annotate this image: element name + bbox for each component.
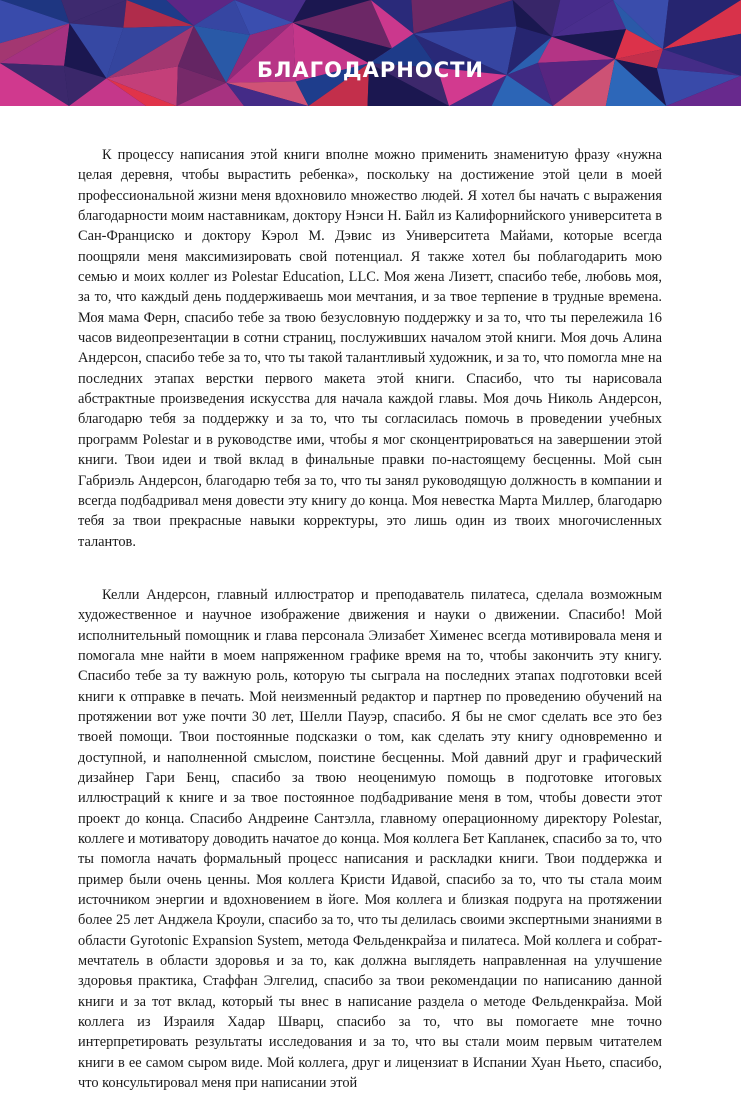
header-banner [0, 0, 741, 106]
paragraph: К процессу написания этой книги вполне можно применить знаменитую фразу «нужна целая деревня, чтобы вырастить ребенка», поскольку на достижение этой цели в моей профессиональной жизни меня вдохновило множество людей. Я хотел бы начать с выражения благодарности моим наставникам, доктору Нэнси Н. Байл из Калифорнийского университета в Сан-Франциско и доктору Кэрол М. Дэвис из Университета Майами, которые всегда поощряли меня максимизировать свой потенциал. Я также хотел бы поблагодарить мою семью и моих коллег из Polestar Education, LLC. Моя жена Лизетт, спасибо тебе, любовь моя, за то, что каждый день поддерживаешь мои мечтания, и за твое терпение в трудные времена. Моя мама Ферн, спасибо тебе за твою безусловную поддержку и за то, что ты перележила 16 часов видеопрезентации в сотни страниц, послуживших началом этой книги. Моя дочь Алина Андерсон, спасибо тебе за то, что ты такой талантливый художник, и за то, что помогла мне на последних этапах верстки первого макета этой книги. Спасибо, что ты нарисовала абстрактные произведения искусства для начала каждой главы. Моя дочь Николь Андерсон, благодарю тебя за поддержку и за то, что ты согласилась помочь в проведении учебных программ Polestar и в руководстве ими, чтобы я мог сконцентрироваться на завершении этой книги. Твои идеи и твой вклад в финальные правки по-настоящему бесценны. Мой сын Габриэль Андерсон, благодарю тебя за то, что ты занял руководящую должность в компании и всегда подбадривал меня довести эту книгу до конца. Моя невестка Марта Миллер, благодарю тебя за твои прекрасные навыки корректуры, это лишь один из твоих многочисленных талантов. [78, 147, 662, 550]
chapter-title: БЛАГОДАРНОСТИ [256, 58, 485, 82]
abstract-polygon-art [0, 0, 741, 106]
page-body [78, 145, 662, 1093]
paragraph: Келли Андерсон, главный иллюстратор и преподаватель пилатеса, сделала возможным художественное и научное изображение движения и науки о движении. Спасибо! Мой исполнительный помощник и глава персонала Элизабет Хименес всегда мотивировала меня и помогала мне найти в моем напряженном графике время на то, чтобы закончить эту книгу. Спасибо тебе за ту важную роль, которую ты сыграла на последних этапах подготовки всей книги к отправке в печать. Мой неизменный редактор и партнер по проведению обучений на протяжении вот уже почти 30 лет, Шелли Пауэр, спасибо. Я бы не смог сделать все это без твоей помощи. Твои постоянные подсказки о том, как сделать эту книгу одновременно и доступной, и наполненной смыслом, поистине бесценны. Мой давний друг и графический дизайнер Гари Бенц, спасибо за твою неоценимую помощь в подготовке итоговых иллюстраций к книге и за твое постоянное подбадривание меня в том, чтобы довести этот проект до конца. Спасибо Андреине Сантэлла, главному операционному директору Polestar, коллеге и мотиватору доводить начатое до конца. Моя коллега Бет Капланек, спасибо за то, что ты помогла начать формальный процесс написания и раскладки книги. Твои поддержка и пример были очень ценны. Моя коллега Кристи Идавой, спасибо за то, что ты стала моим источником энергии и вдохновением в йоге. Моя коллега и близкая подруга на протяжении более 25 лет Анджела Кроули, спасибо за то, что ты делилась своими экспертными знаниями в области Gyrotonic Expansion System, метода Фельденкрайза и пилатеса. Мой коллега и собрат-мечтатель в области здоровья и за то, как должна выглядеть направленная на улучшение здоровья практика, Стаффан Элгелид, спасибо за твои рекомендации по написанию данной книги и за тот вклад, который ты внес в написание раздела о методе Фельденкрайза. Мой коллега из Израиля Хадар Шварц, спасибо за то, что вы помогаете мне точно интерпретировать результаты исследования и за то, что вы стали моим первым читателем книги в ее самом сыром виде. Мой коллега, друг и лицензиат в Испании Хуан Ньето, спасибо, что консультировал меня при написании этой [78, 586, 662, 1092]
